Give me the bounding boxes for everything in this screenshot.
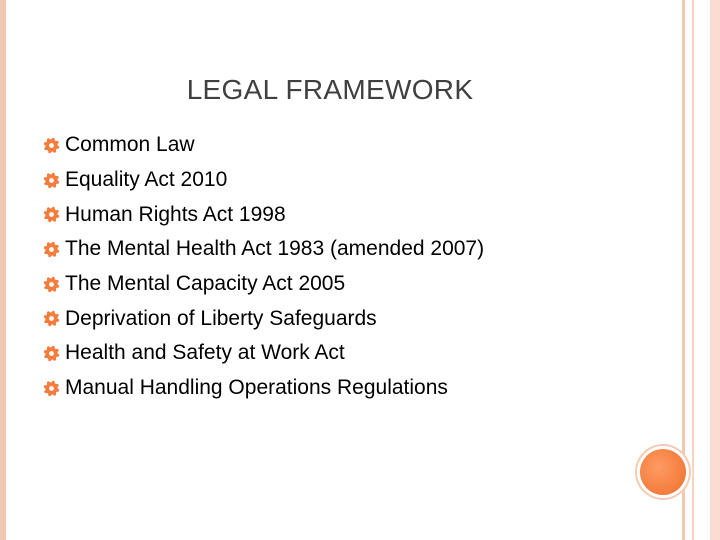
gear-icon bbox=[40, 341, 62, 365]
list-item-label: Equality Act 2010 bbox=[65, 168, 228, 192]
gear-icon bbox=[40, 168, 62, 192]
frame-right-line-inner bbox=[692, 0, 694, 540]
list-item-label: Deprivation of Liberty Safeguards bbox=[65, 306, 377, 330]
list-item-label: The Mental Capacity Act 2005 bbox=[65, 272, 346, 296]
bullet-list bbox=[40, 128, 484, 406]
list-item-label: Manual Handling Operations Regulations bbox=[65, 376, 448, 400]
frame-left-border bbox=[0, 0, 6, 540]
frame-right-edge bbox=[710, 0, 720, 540]
slide-title: LEGAL FRAMEWORK bbox=[186, 74, 474, 105]
list-item-label: The Mental Health Act 1983 (amended 2007) bbox=[65, 237, 485, 261]
list-item bbox=[40, 267, 484, 302]
gear-icon bbox=[40, 307, 62, 331]
list-item-label: Common Law bbox=[65, 133, 195, 157]
gear-icon bbox=[40, 237, 62, 261]
gear-icon bbox=[40, 376, 62, 400]
gear-icon bbox=[40, 133, 62, 157]
list-item bbox=[40, 371, 484, 406]
list-item-label: Human Rights Act 1998 bbox=[65, 202, 286, 226]
gear-icon bbox=[40, 203, 62, 227]
list-item bbox=[40, 232, 484, 267]
list-item-label: Health and Safety at Work Act bbox=[65, 341, 345, 365]
list-item bbox=[40, 336, 484, 371]
list-item bbox=[40, 197, 484, 232]
decorative-orange-circle bbox=[640, 449, 686, 495]
list-item bbox=[40, 163, 484, 198]
list-item bbox=[40, 128, 484, 163]
list-item bbox=[40, 301, 484, 336]
gear-icon bbox=[40, 272, 62, 296]
